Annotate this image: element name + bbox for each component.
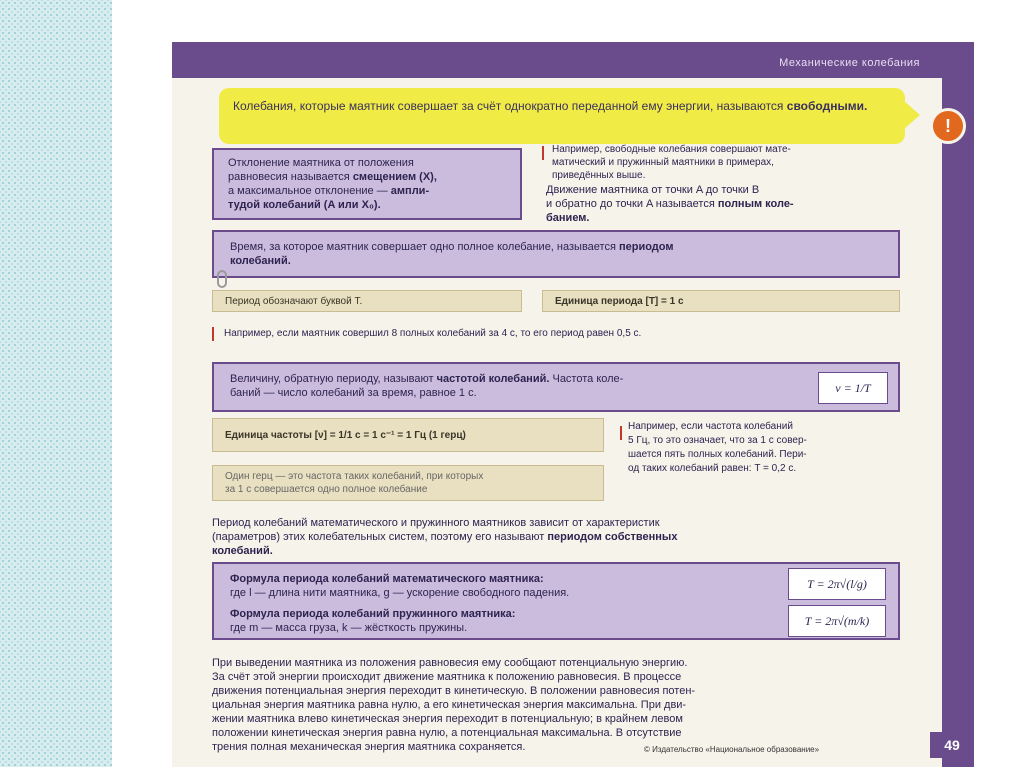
period-unit-text: Единица периода [T] = 1 с: [555, 296, 684, 307]
period-symbol-text: Период обозначают буквой T.: [225, 296, 363, 307]
hertz-line1: Один герц — это частота таких колебаний, при которых: [225, 471, 484, 482]
energy-line: За счёт этой энергии происходит движение маятника к положению равновесия. В процессе: [212, 671, 682, 683]
energy-line: трения полная механическая энергия маятника сохраняется.: [212, 741, 526, 753]
period-term2: колебаний.: [230, 255, 291, 267]
frequency-term: частотой колебаний.: [436, 373, 550, 385]
spring-pendulum-desc: где m — масса груза, k — жёсткость пружины.: [230, 622, 468, 634]
math-pendulum-desc: где l — длина нити маятника, g — ускорение свободного падения.: [230, 587, 570, 599]
paperclip-icon: [217, 270, 227, 288]
full-oscillation-term2: банием.: [546, 212, 590, 224]
frequency-unit-box: [212, 418, 604, 452]
energy-line: движения потенциальная энергия переходит в кинетическую. В положении равновесия потен-: [212, 685, 696, 697]
period-box: [212, 230, 900, 278]
definition-bold: свободными.: [786, 99, 868, 113]
full-oscillation-line1: Движение маятника от точки A до точки B: [546, 184, 760, 196]
energy-line: циальная энергия маятника равна нулю, а его кинетическая энергия максимальна. При дви-: [212, 699, 687, 711]
energy-line: При выведении маятника из положения равновесия ему сообщают потенциальную энергию.: [212, 657, 688, 669]
spring-pendulum-formula: [788, 605, 886, 637]
displacement-line3: [228, 184, 506, 198]
frequency-line2: баний — число колебаний за время, равное 1 с.: [230, 387, 477, 399]
displacement-line1: Отклонение маятника от положения: [228, 157, 414, 169]
period-box-text: Время, за которое маятник совершает одно полное колебание, называется: [230, 241, 616, 253]
spring-pendulum-title-text: Формула периода колебаний пружинного маятника:: [230, 608, 516, 620]
displacement-line2: [228, 170, 506, 184]
natural-period-line1: Период колебаний математического и пружинного маятников зависит от характеристик: [212, 517, 660, 529]
background-texture: [0, 0, 112, 767]
example-3-line3: шается пять полных колебаний. Пери-: [628, 449, 807, 460]
energy-line: жении маятника влево кинетическая энергия переходит в потенциальную; в крайнем левом: [212, 713, 683, 725]
natural-period-line2: [212, 530, 677, 544]
displacement-line3-text: а максимальное отклонение —: [228, 185, 388, 197]
displacement-box: [212, 148, 522, 220]
displacement-line4: [228, 198, 506, 212]
natural-period-text: [212, 516, 677, 558]
example-1-line2: матический и пружинный маятники в примерах,: [552, 157, 774, 168]
textbook-page: [172, 42, 974, 767]
energy-line: положении кинетическая энергия равна нулю, а потенциальная максимальна. В отсутствие: [212, 727, 682, 739]
example-marker: [542, 146, 544, 160]
amplitude-term-part1: ампли-: [390, 185, 430, 197]
example-3-line2: 5 Гц, то это означает, что за 1 с совер-: [628, 435, 807, 446]
amplitude-term-part2: тудой колебаний (A или X₀).: [228, 199, 381, 211]
example-marker: [212, 327, 214, 341]
displacement-line2-text: равновесия называется: [228, 171, 350, 183]
natural-period-line2-text: (параметров) этих колебательных систем, поэтому его называют: [212, 531, 545, 543]
definition-text: Колебания, которые маятник совершает за счёт однократно переданной ему энергии, называются: [233, 99, 784, 113]
hertz-line2: за 1 с совершается одно полное колебание: [225, 484, 428, 495]
natural-period-term2: колебаний.: [212, 545, 273, 557]
example-1-line1: Например, свободные колебания совершают мате-: [552, 144, 791, 155]
period-term: периодом: [618, 241, 674, 253]
full-oscillation-line3: [546, 211, 794, 225]
full-oscillation-term: полным коле-: [717, 198, 794, 210]
example-marker: [620, 426, 622, 440]
period-unit-box: [542, 290, 900, 312]
energy-paragraph: [212, 656, 695, 754]
header-band: [172, 42, 974, 78]
example-1-line3: приведённых выше.: [552, 170, 646, 181]
frequency-formula: [818, 372, 888, 404]
math-pendulum-formula-text: T = 2π√(l/g): [807, 576, 867, 591]
example-2-text: Например, если маятник совершил 8 полных колебаний за 4 с, то его период равен 0,5 с.: [224, 328, 642, 339]
full-oscillation-text: [546, 183, 794, 225]
copyright: © Издательство «Национальное образование»: [644, 745, 820, 754]
full-oscillation-line2: [546, 197, 794, 211]
example-1: [552, 143, 791, 182]
side-bar: [942, 78, 974, 767]
frequency-unit-text: Единица частоты [ν] = 1/1 с = 1 с⁻¹ = 1 Гц (1 герц): [225, 430, 466, 441]
frequency-text: [230, 372, 770, 400]
displacement-term: смещением (X),: [352, 171, 437, 183]
math-pendulum-title: [230, 572, 882, 586]
hertz-definition-box: [212, 465, 604, 501]
chapter-title: Механические колебания: [779, 57, 920, 69]
spring-pendulum-formula-text: T = 2π√(m/k): [804, 613, 870, 628]
natural-period-term: периодом собственных: [547, 531, 678, 543]
example-2: [224, 327, 641, 341]
full-oscillation-line2-text: и обратно до точки A называется: [546, 198, 715, 210]
frequency-line1b: Частота коле-: [552, 373, 624, 385]
page-number: 49: [930, 732, 974, 758]
math-pendulum-title-text: Формула периода колебаний математического маятника:: [230, 573, 544, 585]
callout-arrow: [904, 101, 920, 129]
frequency-formula-text: ν = 1/T: [835, 380, 871, 395]
spring-pendulum-title: [230, 607, 882, 621]
example-3-line1: Например, если частота колебаний: [628, 421, 793, 432]
example-3: [628, 420, 807, 476]
natural-period-line3: [212, 544, 677, 558]
example-3-line4: од таких колебаний равен: T = 0,2 с.: [628, 463, 797, 474]
definition-callout: [219, 88, 905, 144]
frequency-box: [212, 362, 900, 412]
frequency-line1a: Величину, обратную периоду, называют: [230, 373, 434, 385]
math-pendulum-formula: [788, 568, 886, 600]
period-symbol-box: [212, 290, 522, 312]
exclamation-icon: !: [930, 108, 966, 144]
